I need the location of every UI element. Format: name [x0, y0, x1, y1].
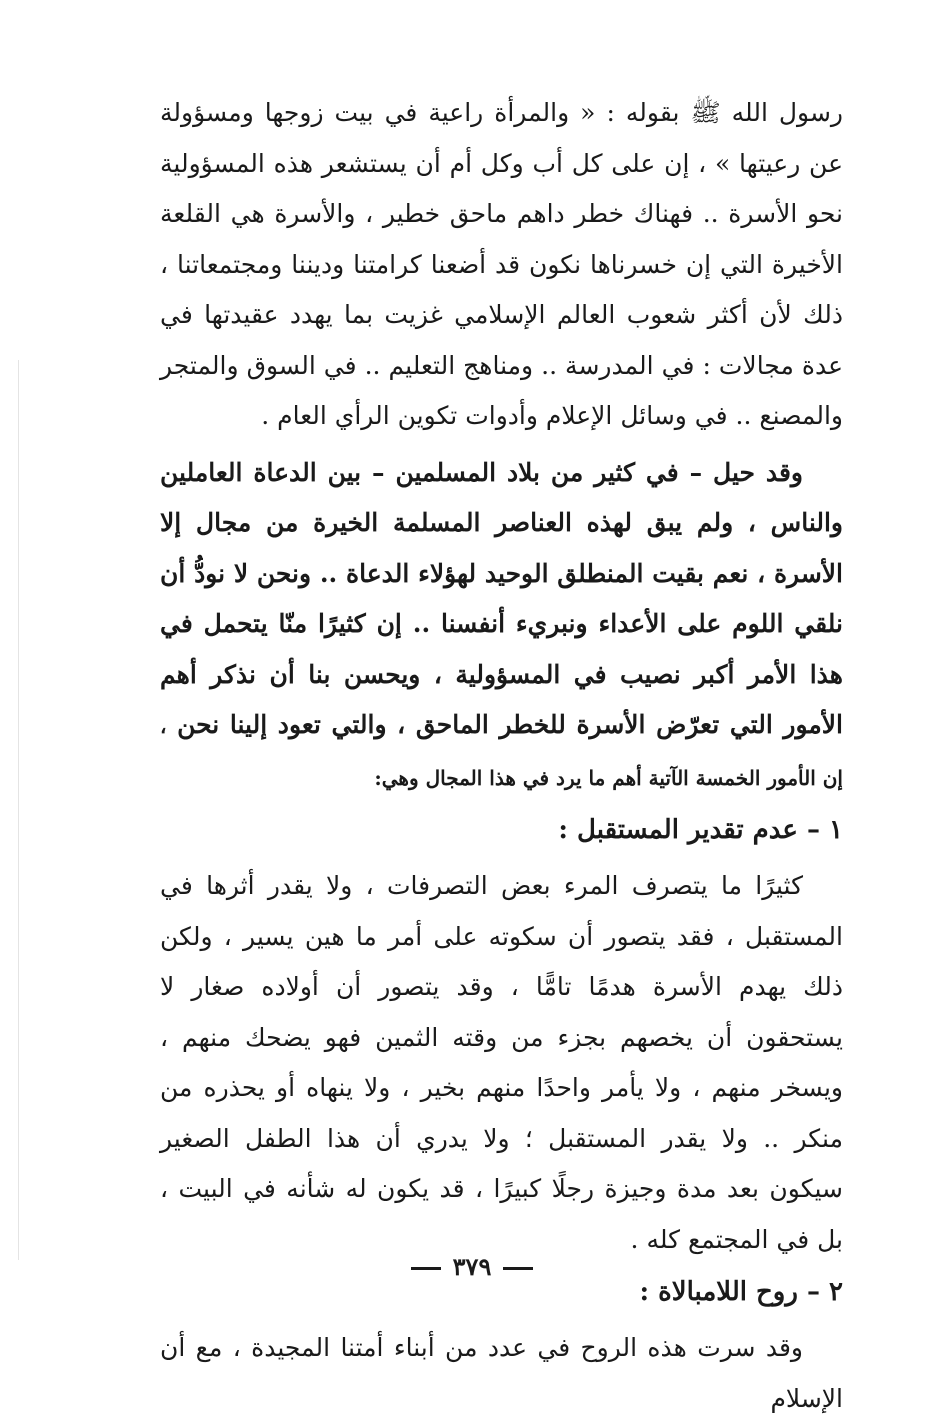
page-number-text: ٣٧٩ — [452, 1252, 492, 1281]
page-edge-shadow — [18, 360, 19, 1260]
paragraph-3: كثيرًا ما يتصرف المرء بعض التصرفات ، ولا يقدر أثرها في المستقبل ، فقد يتصور أن سكوته على أمر ما هين يسير ، ولكن ذلك يهدم الأسرة هدمًا تامًّا ، وقد يتصور أن أولاده صغار لا يستحقون أن يخصهم بجزء من وقته الثمين فهو يضحك منهم ، ويسخر منهم ، ولا يأمر واحدًا منهم بخير ، ولا ينهاه أو يحذره من منكر .. ولا يقدر المستقبل ؛ ولا يدري أن هذا الطفل الصغير سيكون بعد مدة وجيزة رجلًا كبيرًا ، قد يكون له شأنه في البيت ، بل في المجتمع كله . — [160, 871, 843, 1254]
page-number-dash-left — [411, 1267, 441, 1270]
paragraph-2 — [160, 448, 843, 804]
page-body — [160, 88, 843, 1424]
heading-2: ٢ – روح اللامبالاة : — [639, 1277, 843, 1307]
paragraph-2-tail: ، إن الأمور الخمسة الآتية أهم ما يرد في هذا المجال وهي: — [160, 714, 843, 790]
page-number — [0, 1252, 944, 1281]
page-number-dash-right — [503, 1267, 533, 1270]
paragraph-1: رسول الله ﷺ بقوله : « والمرأة راعية في بيت زوجها ومسؤولة عن رعيتها » ، إن على كل أب وكل أم أن يستشعر هذه المسؤولية نحو الأسرة .. فهناك خطر داهم ماحق خطير ، والأسرة هي القلعة الأخيرة التي إن خسرناها نكون قد أضعنا كرامتنا وديننا ومجتمعاتنا ، ذلك لأن أكثر شعوب العالم الإسلامي غزيت بما يهدد عقيدتها في عدة مجالات : في المدرسة .. ومناهج التعليم .. في السوق والمتجر والمصنع .. في وسائل الإعلام وأدوات تكوين الرأي العام . — [160, 98, 843, 430]
heading-1: ١ – عدم تقدير المستقبل : — [558, 815, 843, 845]
paragraph-4: وقد سرت هذه الروح في عدد من أبناء أمتنا المجيدة ، مع أن الإسلام — [160, 1333, 843, 1413]
paragraph-2-main: وقد حيل – في كثير من بلاد المسلمين – بين الدعاة العاملين والناس ، ولم يبق لهذه العناصر المسلمة الخيرة من مجال إلا الأسرة ، نعم بقيت المنطلق الوحيد لهؤلاء الدعاة .. ونحن لا نودُّ أن نلقي اللوم على الأعداء ونبريء أنفسنا .. إن كثيرًا منّا يتحمل في هذا الأمر أكبر نصيب في المسؤولية ، ويحسن بنا أن نذكر أهم الأمور التي تعرّض الأسرة للخطر الماحق ، والتي تعود إلينا نحن — [160, 457, 843, 739]
